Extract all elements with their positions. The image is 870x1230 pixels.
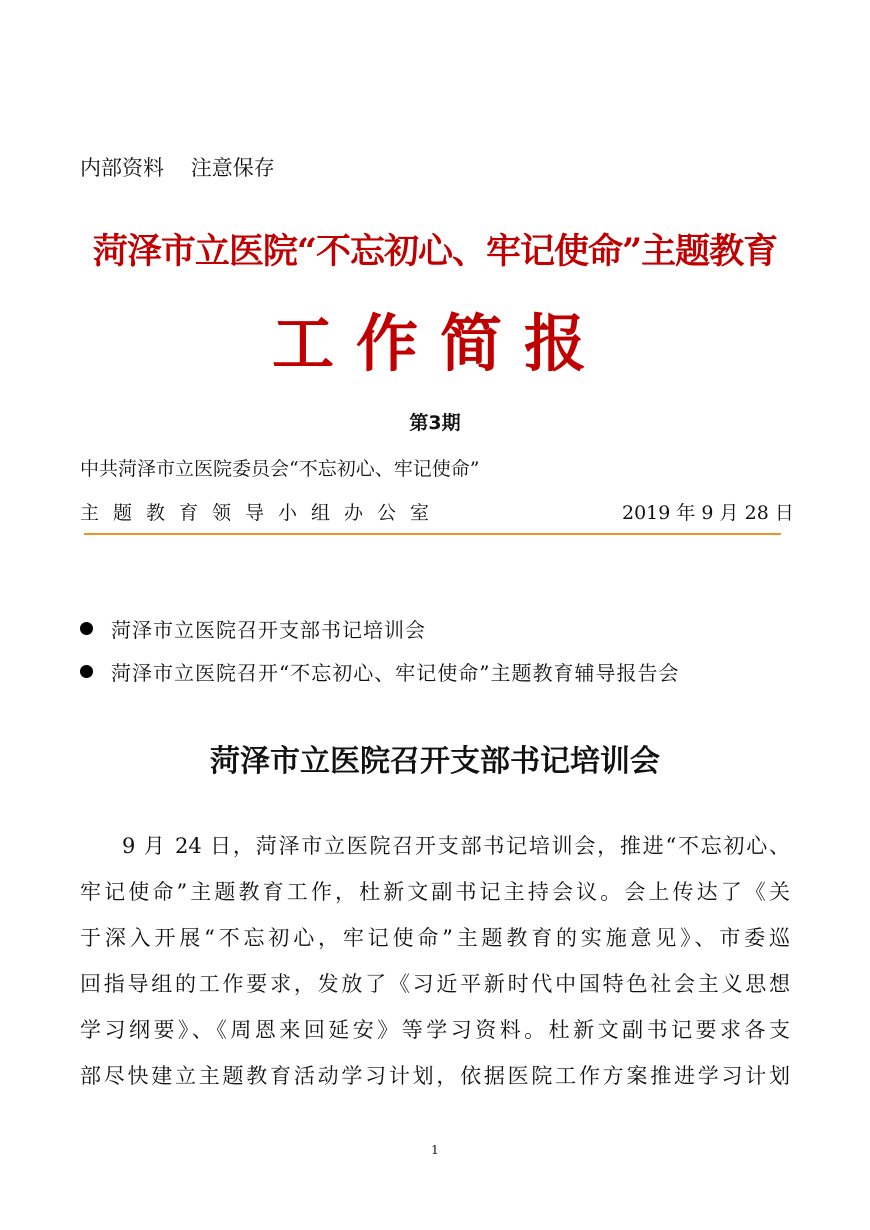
toc-item-label: 菏泽市立医院召开支部书记培训会 — [111, 618, 426, 642]
article-line: 部尽快建立主题教育活动学习计划，依据医院工作方案推进学习计划 — [80, 1064, 790, 1088]
article-line: 牢记使命”主题教育工作，杜新文副书记主持会议。会上传达了《关 — [80, 880, 790, 904]
bullet-icon — [80, 665, 93, 678]
bulletin-subtitle: 工作简报 — [271, 307, 608, 380]
bulletin-title: 菏泽市立医院“不忘初心、牢记使命”主题教育 — [92, 231, 778, 272]
bullet-icon — [80, 622, 93, 635]
article-line: 于深入开展“不忘初心，牢记使命”主题教育的实施意见》、市委巡 — [80, 926, 790, 950]
page-number: 1 — [431, 1143, 439, 1157]
internal-material-note: 内部资料 注意保存 — [80, 156, 275, 180]
issuer-line-2: 主题教育领导小组办公室 — [80, 502, 444, 524]
article-line: 学习纲要》、《周恩来回延安》等学习资料。杜新文副书记要求各支 — [80, 1018, 790, 1042]
article-line: 回指导组的工作要求，发放了《习近平新时代中国特色社会主义思想 — [80, 972, 790, 996]
toc-item-label: 菏泽市立医院召开“不忘初心、牢记使命”主题教育辅导报告会 — [111, 661, 680, 685]
issuer-line-1: 中共菏泽市立医院委员会“不忘初心、牢记使命” — [80, 458, 480, 480]
toc-item — [80, 614, 426, 643]
toc-item — [80, 657, 679, 686]
header-divider — [84, 533, 781, 535]
issue-date: 2019 年 9 月 28 日 — [622, 502, 794, 524]
issue-number: 第3期 — [409, 412, 461, 434]
article-heading: 菏泽市立医院召开支部书记培训会 — [210, 744, 660, 779]
article-line: 9 月 24 日，菏泽市立医院召开支部书记培训会，推进“不忘初心、 — [122, 834, 790, 858]
